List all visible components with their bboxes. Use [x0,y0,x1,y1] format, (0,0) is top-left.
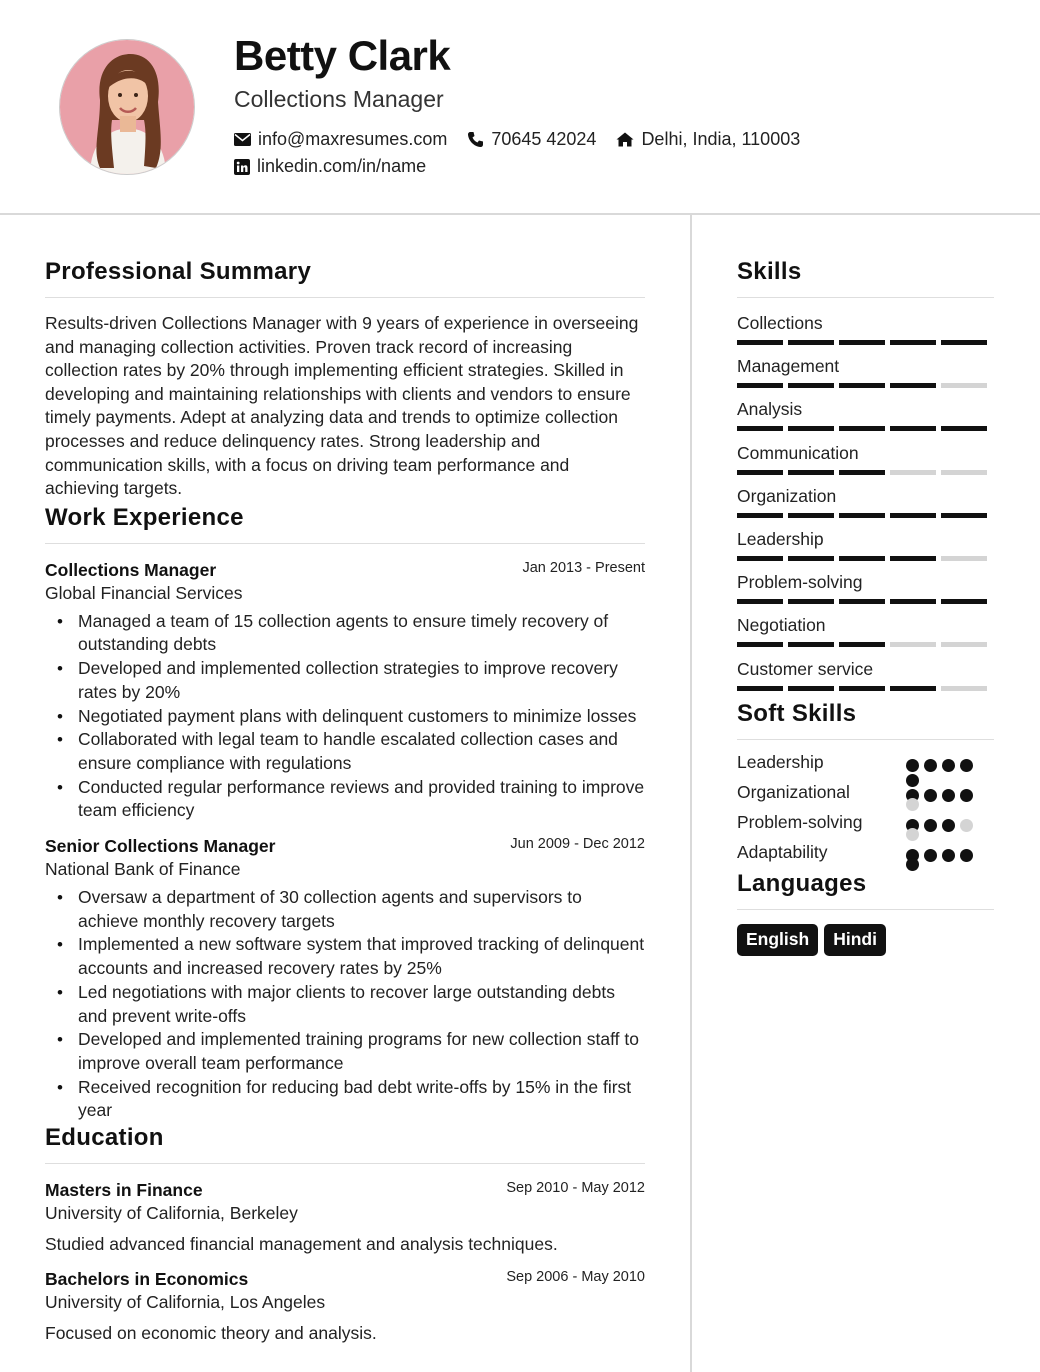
skill-name: Communication [737,442,859,463]
rating-segment [737,340,783,345]
list-item: • Collaborated with legal team to handle escalated collection cases and ensure compliance with regulations [45,728,645,775]
rating-dot [960,759,973,772]
skill-rating-bar [737,470,994,475]
soft-skill-name: Problem-solving [737,811,863,832]
rating-segment [941,513,987,518]
job-company: National Bank of Finance [45,859,241,880]
rating-segment [941,470,987,475]
languages-list [737,924,994,956]
soft-skill-item [737,782,994,812]
skill-item [737,397,994,440]
soft-skill-item [737,812,994,842]
rating-dot [942,759,955,772]
section-title: Work Experience [45,503,244,531]
section-divider [45,297,645,298]
soft-skills-section [737,700,994,872]
section-title: Skills [737,258,802,285]
rating-segment [788,426,834,431]
skills-section [737,258,994,700]
phone-icon [467,131,484,148]
job-entry [45,836,645,1123]
contact-phone[interactable] [467,129,596,150]
degree-title: Bachelors in Economics [45,1269,249,1290]
work-experience-section [45,504,645,1123]
skill-rating-bar [737,426,994,431]
rating-segment [737,686,783,691]
skill-rating-bar [737,642,994,647]
education-description: Focused on economic theory and analysis. [45,1323,377,1344]
skill-item [737,527,994,570]
soft-skill-item [737,752,994,782]
list-item: • Implemented a new software system that improved tracking of delinquent accounts and increased recovery rates by 25% [45,933,645,980]
skill-rating-bar [737,340,994,345]
rating-segment [737,642,783,647]
job-bullets [45,610,645,823]
rating-segment [941,686,987,691]
resume-header [0,0,1040,215]
location-text: Delhi, India, 110003 [641,129,801,149]
skills-list [737,311,994,700]
rating-segment [941,599,987,604]
rating-segment [788,686,834,691]
rating-dot [924,849,937,862]
rating-dot [942,819,955,832]
soft-skill-item [737,842,994,872]
rating-dot [942,849,955,862]
skill-name: Problem-solving [737,572,863,593]
education-description: Studied advanced financial management and analysis techniques. [45,1234,558,1255]
linkedin-text: linkedin.com/in/name [257,156,427,176]
section-title: Languages [737,869,867,897]
skill-rating-bar [737,599,994,604]
rating-segment [839,426,885,431]
rating-segment [788,513,834,518]
list-item: • Received recognition for reducing bad debt write-offs by 15% in the first year [45,1076,645,1123]
rating-dot [924,759,937,772]
list-item: • Developed and implemented collection strategies to improve recovery rates by 20% [45,657,645,704]
rating-segment [737,470,783,475]
skill-name: Negotiation [737,615,826,636]
education-section [45,1124,645,1344]
overflow-rating-dot [906,858,919,871]
rating-segment [737,599,783,604]
rating-dot [924,819,937,832]
school-name: University of California, Berkeley [45,1203,298,1224]
skill-rating-bar [737,556,994,561]
phone-text: 70645 42024 [491,129,597,149]
summary-text: Results-driven Collections Manager with 9 years of experience in overseeing and managing collection activities. Proven track record of increasing collection rates by 20% through implementing efficient strategies. Skilled in developing and maintaining relationships with clients and vendors to ensure timely payments. Adept at analyzing data and trends to optimize collection processes and reduce delinquency rates. Strong leadership and communication skills, with a focus on driving team performance and achieving targets. [45,313,639,499]
envelope-icon [234,133,251,146]
list-item: • Developed and implemented training programs for new collection staff to improve overall team performance [45,1028,645,1075]
section-divider [737,297,994,298]
skill-name: Customer service [737,658,874,679]
skill-item [737,484,994,527]
section-divider [45,543,645,544]
rating-segment [941,556,987,561]
rating-segment [941,426,987,431]
sidebar-column [737,258,994,956]
rating-segment [890,513,936,518]
rating-segment [890,686,936,691]
rating-dot [960,789,973,802]
rating-segment [941,383,987,388]
skill-name: Organization [737,485,837,506]
skill-item [737,613,994,656]
rating-segment [737,426,783,431]
skill-rating-bar [737,383,994,388]
section-title: Soft Skills [737,699,857,727]
job-company: Global Financial Services [45,582,243,603]
rating-segment [737,556,783,561]
rating-segment [788,340,834,345]
rating-segment [890,642,936,647]
column-divider [690,215,692,1372]
list-item: • Conducted regular performance reviews and provided training to improve team efficiency [45,776,645,823]
professional-summary-section [45,258,645,501]
rating-segment [839,383,885,388]
rating-segment [941,340,987,345]
rating-segment [788,383,834,388]
soft-skill-rating-dots [906,759,978,772]
home-icon [616,132,634,147]
contact-row-secondary [234,156,446,177]
candidate-name: Betty Clark [234,32,451,79]
rating-dot [924,789,937,802]
rating-segment [890,426,936,431]
rating-dot [906,759,919,772]
rating-segment [839,642,885,647]
language-tag: Hindi [824,924,886,956]
job-date: Jun 2009 - Dec 2012 [510,836,645,853]
skill-name: Collections [737,313,823,333]
skill-name: Leadership [737,528,824,549]
rating-segment [839,340,885,345]
rating-segment [737,513,783,518]
education-entry [45,1180,645,1255]
rating-segment [788,642,834,647]
degree-title: Masters in Finance [45,1180,203,1201]
skill-rating-bar [737,513,994,518]
rating-segment [839,599,885,604]
education-entry [45,1269,645,1344]
skill-item [737,311,994,354]
job-title: Collections Manager [45,559,217,580]
skill-name: Management [737,356,840,377]
overflow-rating-dot [906,798,919,811]
skill-item [737,441,994,484]
rating-dot [960,819,973,832]
list-item: • Negotiated payment plans with delinquent customers to minimize losses [45,705,645,729]
rating-segment [890,383,936,388]
section-title: Professional Summary [45,258,312,285]
overflow-rating-dot [906,774,919,787]
list-item: • Oversaw a department of 30 collection agents and supervisors to achieve monthly recovery targets [45,886,645,933]
languages-section [737,870,994,956]
contact-location [616,129,800,150]
rating-segment [890,556,936,561]
rating-segment [788,556,834,561]
rating-segment [839,513,885,518]
job-date: Jan 2013 - Present [522,559,645,576]
rating-segment [890,470,936,475]
job-bullets [45,886,645,1123]
contact-email[interactable] [234,129,447,150]
contact-row-primary [234,129,820,150]
school-name: University of California, Los Angeles [45,1292,326,1313]
rating-dot [960,849,973,862]
rating-segment [788,599,834,604]
language-tag: English [737,924,818,956]
contact-linkedin[interactable] [234,156,426,177]
section-title: Education [45,1124,164,1152]
rating-segment [737,383,783,388]
job-title: Senior Collections Manager [45,836,276,857]
skill-item [737,570,994,613]
email-text: info@maxresumes.com [258,129,448,149]
section-divider [45,1163,645,1164]
linkedin-icon [234,159,250,175]
skill-item [737,354,994,397]
rating-segment [890,599,936,604]
list-item: • Led negotiations with major clients to recover large outstanding debts and prevent write-offs [45,981,645,1028]
education-date: Sep 2010 - May 2012 [506,1180,645,1197]
skill-item [737,657,994,700]
rating-segment [839,470,885,475]
skill-name: Analysis [737,399,803,420]
section-divider [737,739,994,740]
candidate-role: Collections Manager [234,86,444,112]
rating-segment [890,340,936,345]
soft-skill-name: Leadership [737,751,824,772]
list-item: • Managed a team of 15 collection agents to ensure timely recovery of outstanding debts [45,610,645,657]
section-divider [737,909,994,910]
avatar-portrait-image [60,40,195,175]
rating-segment [788,470,834,475]
soft-skill-name: Organizational [737,781,850,802]
rating-segment [839,686,885,691]
soft-skills-list [737,752,994,872]
main-column [45,258,645,1344]
soft-skill-name: Adaptability [737,841,828,862]
rating-segment [941,642,987,647]
rating-segment [839,556,885,561]
education-date: Sep 2006 - May 2010 [506,1269,645,1286]
avatar [59,39,195,175]
rating-dot [942,789,955,802]
overflow-rating-dot [906,828,919,841]
job-entry [45,560,645,823]
skill-rating-bar [737,686,994,691]
